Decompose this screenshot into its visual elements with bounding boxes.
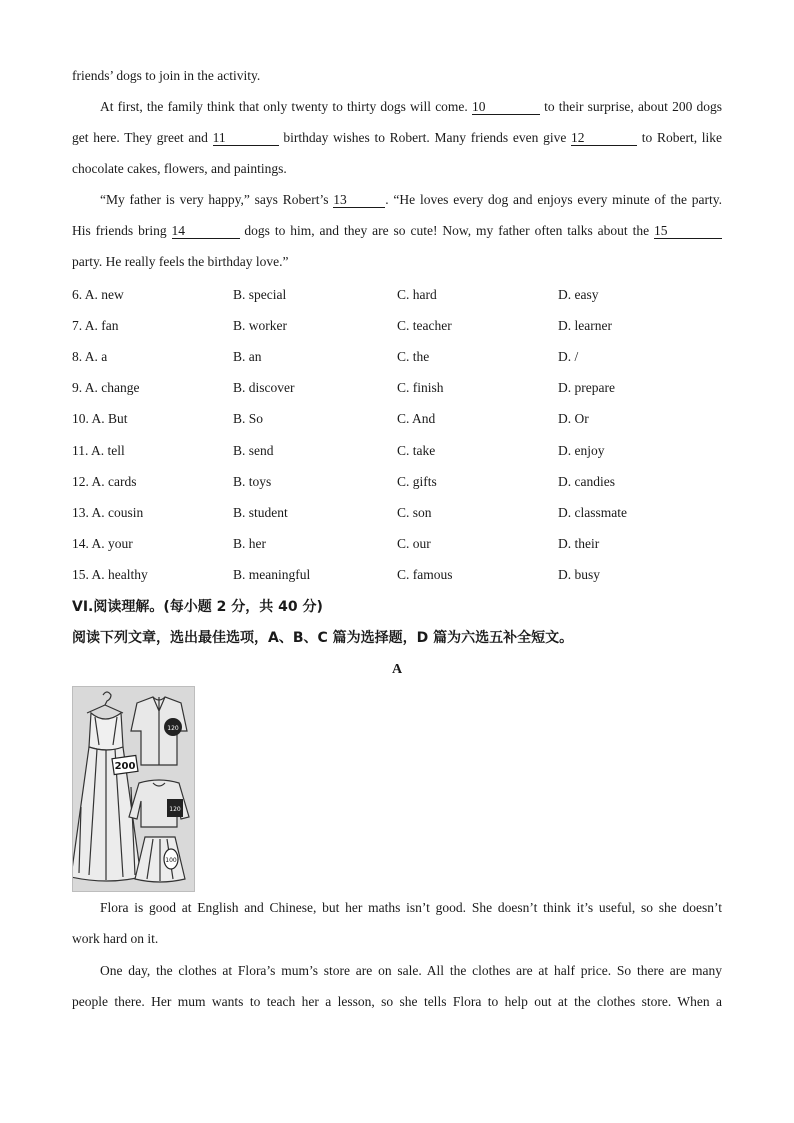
passage-text: At first, the family think that only twenty to thirty dogs will come. bbox=[100, 99, 468, 114]
option-b[interactable]: B. her bbox=[233, 536, 266, 551]
story-text: people there. Her mum wants to teach her a lesson, so she tells Flora to help out at the clothes store. When a bbox=[72, 994, 722, 1009]
passage-line-1 bbox=[72, 67, 722, 85]
passage-line-6 bbox=[72, 222, 722, 240]
passage-line-2 bbox=[100, 98, 722, 116]
passage-text: His friends bring bbox=[72, 223, 167, 238]
option-a[interactable]: 8. A. a bbox=[72, 349, 108, 364]
option-a[interactable]: 11. A. tell bbox=[72, 443, 125, 458]
skirt-price: 100 bbox=[165, 857, 177, 864]
option-a[interactable]: 14. A. your bbox=[72, 536, 133, 551]
option-c[interactable]: C. hard bbox=[397, 287, 437, 302]
sweater-price: 120 bbox=[169, 806, 181, 813]
option-a[interactable]: 7. A. fan bbox=[72, 318, 119, 333]
passage-text: to Robert, like bbox=[641, 130, 723, 145]
blank-14[interactable]: 14 bbox=[172, 223, 240, 239]
option-b[interactable]: B. toys bbox=[233, 474, 272, 489]
option-b[interactable]: B. send bbox=[233, 443, 274, 458]
passage-text: chocolate cakes, flowers, and paintings. bbox=[72, 161, 287, 176]
passage-line-5 bbox=[100, 191, 722, 209]
option-c[interactable]: C. finish bbox=[397, 380, 444, 395]
story-text: Flora is good at English and Chinese, but her maths isn’t good. She doesn’t think it’s useful, so she doesn’t bbox=[100, 900, 722, 915]
option-c[interactable]: C. teacher bbox=[397, 318, 452, 333]
option-row-9 bbox=[72, 379, 722, 397]
price-tag-shirt bbox=[164, 718, 182, 736]
story-line-3 bbox=[100, 962, 722, 980]
passage-text: party. He really feels the birthday love.” bbox=[72, 254, 289, 269]
option-c[interactable]: C. son bbox=[397, 505, 432, 520]
blank-15[interactable]: 15 bbox=[654, 223, 722, 239]
passage-label: A bbox=[391, 662, 403, 677]
price-tag-dress bbox=[112, 755, 138, 774]
option-c[interactable]: C. famous bbox=[397, 567, 453, 582]
option-d[interactable]: D. prepare bbox=[558, 380, 615, 395]
dress-price: 200 bbox=[114, 761, 136, 772]
option-d[interactable]: D. enjoy bbox=[558, 443, 605, 458]
option-row-14 bbox=[72, 535, 722, 553]
option-d[interactable]: D. / bbox=[558, 349, 579, 364]
blank-11[interactable]: 11 bbox=[213, 130, 279, 146]
option-row-10 bbox=[72, 410, 722, 428]
option-c[interactable]: C. our bbox=[397, 536, 431, 551]
option-d[interactable]: D. easy bbox=[558, 287, 599, 302]
option-c[interactable]: C. take bbox=[397, 443, 436, 458]
price-tag-sweater bbox=[167, 799, 183, 817]
passage-text: to their surprise, about 200 dogs bbox=[544, 99, 722, 114]
option-d[interactable]: D. learner bbox=[558, 318, 612, 333]
option-c[interactable]: C. the bbox=[397, 349, 430, 364]
option-d[interactable]: D. classmate bbox=[558, 505, 627, 520]
option-b[interactable]: B. student bbox=[233, 505, 288, 520]
option-row-7 bbox=[72, 317, 722, 335]
option-a[interactable]: 15. A. healthy bbox=[72, 567, 148, 582]
option-row-6 bbox=[72, 286, 722, 304]
passage-line-7 bbox=[72, 253, 722, 271]
option-a[interactable]: 12. A. cards bbox=[72, 474, 137, 489]
blank-13[interactable]: 13 bbox=[333, 192, 385, 208]
option-row-8 bbox=[72, 348, 722, 366]
option-b[interactable]: B. discover bbox=[233, 380, 295, 395]
option-b[interactable]: B. So bbox=[233, 411, 264, 426]
option-a[interactable]: 6. A. new bbox=[72, 287, 124, 302]
shirt-price: 120 bbox=[167, 725, 179, 732]
passage-text: “My father is very happy,” says Robert’s bbox=[100, 192, 329, 207]
option-row-11 bbox=[72, 442, 722, 460]
blank-12[interactable]: 12 bbox=[571, 130, 637, 146]
option-row-13 bbox=[72, 504, 722, 522]
option-a[interactable]: 9. A. change bbox=[72, 380, 140, 395]
price-tag-skirt bbox=[164, 849, 178, 869]
option-a[interactable]: 10. A. But bbox=[72, 411, 128, 426]
section-title: VI.阅读理解。(每小题 2 分，共 40 分) bbox=[72, 599, 323, 615]
option-d[interactable]: D. candies bbox=[558, 474, 615, 489]
passage-text: friends’ dogs to join in the activity. bbox=[72, 68, 261, 83]
option-c[interactable]: C. And bbox=[397, 411, 436, 426]
option-c[interactable]: C. gifts bbox=[397, 474, 437, 489]
option-d[interactable]: D. busy bbox=[558, 567, 601, 582]
blank-10[interactable]: 10 bbox=[472, 99, 540, 115]
option-b[interactable]: B. meaningful bbox=[233, 567, 311, 582]
option-b[interactable]: B. special bbox=[233, 287, 287, 302]
story-line-4 bbox=[72, 993, 722, 1011]
option-a[interactable]: 13. A. cousin bbox=[72, 505, 144, 520]
story-text: One day, the clothes at Flora’s mum’s store are on sale. All the clothes are at half price. So there are many bbox=[100, 963, 722, 978]
option-b[interactable]: B. an bbox=[233, 349, 262, 364]
story-text: work hard on it. bbox=[72, 931, 159, 946]
story-line-2 bbox=[72, 930, 722, 948]
option-b[interactable]: B. worker bbox=[233, 318, 287, 333]
option-d[interactable]: D. their bbox=[558, 536, 600, 551]
passage-text: dogs to him, and they are so cute! Now, my father often talks about the bbox=[244, 223, 650, 238]
option-row-12 bbox=[72, 473, 722, 491]
passage-text: get here. They greet and bbox=[72, 130, 208, 145]
story-line-1 bbox=[100, 899, 722, 917]
option-row-15 bbox=[72, 566, 722, 584]
option-d[interactable]: D. Or bbox=[558, 411, 589, 426]
clothes-illustration bbox=[73, 687, 194, 891]
clothes-picture bbox=[72, 686, 195, 892]
passage-text: birthday wishes to Robert. Many friends even give bbox=[283, 130, 567, 145]
passage-text: . “He loves every dog and enjoys every minute of the party. bbox=[385, 192, 722, 207]
section-instruction: 阅读下列文章，选出最佳选项，A、B、C 篇为选择题，D 篇为六选五补全短文。 bbox=[72, 630, 574, 646]
passage-line-4 bbox=[72, 160, 722, 178]
passage-line-3 bbox=[72, 129, 722, 147]
